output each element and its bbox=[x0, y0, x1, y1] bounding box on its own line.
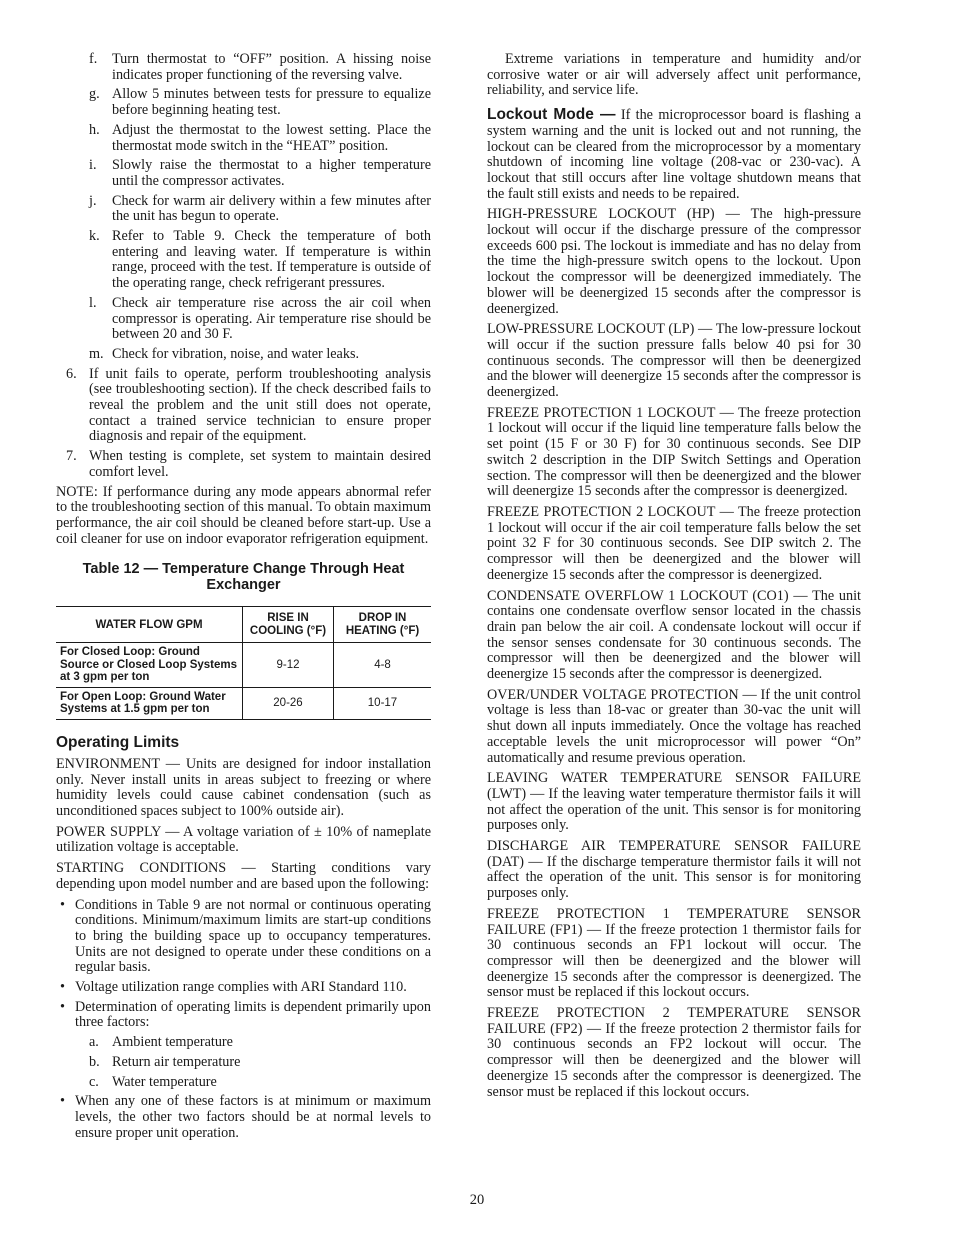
list-item-label: 6. bbox=[66, 365, 77, 382]
lockout-paragraph: FREEZE PROTECTION 1 LOCKOUT — The freeze protection 1 lockout will occur if the liquid line temperature falls below the set point (15 F or 30 F) for 30 continuous seconds. See DIP switch 2 description in the DIP Switch Settings and Operation section. The compressor will then be deenergized and the blower will deenergize 15 seconds after the compressor is deenergized. bbox=[487, 404, 861, 500]
lockout-paragraph: HIGH-PRESSURE LOCKOUT (HP) — The high-pressure lockout will occur if the discharge pressure of the compressor exceeds 600 psi. The lockout is immediate and has no delay from the time the high-pressure switch opens to the lockout. Upon lockout the compressor will be deenergized immediately. The blower will be deenergized 15 seconds after the compressor is deenergized. bbox=[487, 206, 861, 317]
list-item-label: i. bbox=[89, 157, 97, 174]
lockout-mode-paragraph bbox=[487, 107, 861, 202]
list-item-text: Check air temperature rise across the air coil when compressor is operating. Air temperature rise should be between 20 and 30 F. bbox=[112, 294, 431, 343]
table-cell: 4-8 bbox=[334, 643, 432, 688]
list-item bbox=[89, 1075, 431, 1091]
list-item bbox=[89, 87, 431, 118]
lockout-paragraph: OVER/UNDER VOLTAGE PROTECTION — If the unit control voltage is less than 18-vac or greater than 30-vac the unit will shut down all inputs immediately. Once the voltage has reached acceptable levels the unit microprocessor will power “On” automatically and resume previous operation. bbox=[487, 686, 861, 766]
environment-paragraph: ENVIRONMENT — Units are designed for indoor installation only. Never install units in areas subject to freezing or where humidity levels could cause cabinet condensation (such as unconditioned spaces subject to 100% outside air). bbox=[56, 755, 431, 819]
lockout-mode-heading: Lockout Mode — bbox=[487, 106, 616, 124]
list-item bbox=[89, 1055, 431, 1071]
list-item-label: 7. bbox=[66, 448, 77, 465]
lockout-mode-text: If the microprocessor board is flashing a system warning and the unit is locked out and not running, the lockout can be cleared from the microprocessor by a momentary shutdown of incoming line voltage (208-vac or 230-vac). A lockout that still occurs after line voltage shutdown means that the fault still exists and needs to be repaired. bbox=[487, 107, 862, 202]
list-item bbox=[89, 123, 431, 154]
list-item-text: When testing is complete, set system to maintain desired comfort level. bbox=[89, 448, 431, 480]
factors-list bbox=[56, 1035, 431, 1090]
list-item-text: Determination of operating limits is dependent primarily upon three factors: bbox=[75, 998, 431, 1031]
note-paragraph: NOTE: If performance during any mode appears abnormal refer to the troubleshooting section of this manual. To obtain maximum performance, the air coil should be cleaned before start-up. Use a coil cleaner for use on indoor evaporator refrigeration equipment. bbox=[56, 483, 431, 547]
starting-conditions-paragraph: STARTING CONDITIONS — Starting conditions vary depending upon model number and are based upon the following: bbox=[56, 860, 431, 892]
table-header-rise-cooling: RISE IN COOLING (°F) bbox=[243, 607, 334, 643]
list-item-label: c. bbox=[89, 1073, 99, 1090]
list-item-label: h. bbox=[89, 121, 100, 138]
list-item bbox=[89, 194, 431, 225]
lockout-paragraph: LOW-PRESSURE LOCKOUT (LP) — The low-pressure lockout will occur if the suction pressure falls below 40 psi for 30 continuous seconds. The compressor will then be deenergized and the blower will deenergize 15 seconds after the compressor is deenergized. bbox=[487, 321, 861, 401]
operating-limits-bullets bbox=[56, 898, 431, 1032]
table-cell: For Open Loop: Ground Water Systems at 1.5 gpm per ton bbox=[56, 687, 243, 719]
list-item-text: Voltage utilization range complies with ARI Standard 110. bbox=[75, 979, 407, 996]
list-item-label: g. bbox=[89, 86, 100, 103]
list-item-text: Allow 5 minutes between tests for pressure to equalize before beginning heating test. bbox=[112, 86, 431, 119]
list-item-text: Ambient temperature bbox=[112, 1034, 233, 1051]
lockout-paragraph: CONDENSATE OVERFLOW 1 LOCKOUT (CO1) — The unit contains one condensate overflow sensor located in the chassis drain pan below the air coil. A condensate lockout will occur if the sensor senses condensate for 30 continuous seconds. The compressor will then be deenergized and the blower will deenergize 15 seconds after the compressor is deenergized. bbox=[487, 587, 861, 683]
list-item-text: Check for warm air delivery within a few minutes after the unit has begun to operate. bbox=[112, 192, 431, 225]
table-row bbox=[56, 643, 431, 688]
power-supply-paragraph: POWER SUPPLY — A voltage variation of ± 10% of nameplate utilization voltage is acceptable. bbox=[56, 823, 431, 856]
table-header-drop-heating: DROP IN HEATING (°F) bbox=[334, 607, 432, 643]
list-item-label: b. bbox=[89, 1053, 100, 1070]
list-item-text: When any one of these factors is at minimum or maximum levels, the other two factors should be at normal levels to ensure proper unit operation. bbox=[75, 1093, 431, 1141]
numbered-steps-list bbox=[56, 367, 431, 481]
lockout-paragraph: DISCHARGE AIR TEMPERATURE SENSOR FAILURE (DAT) — If the discharge temperature thermistor fails it will not affect the operation of the unit. This sensor is for monitoring purposes only. bbox=[487, 838, 861, 902]
list-item bbox=[89, 229, 431, 292]
list-item bbox=[66, 367, 431, 446]
operating-limits-heading: Operating Limits bbox=[56, 733, 180, 751]
table-row bbox=[56, 687, 431, 719]
list-item bbox=[89, 1035, 431, 1051]
table-cell: For Closed Loop: Ground Source or Closed Loop Systems at 3 gpm per ton bbox=[56, 643, 243, 688]
temperature-change-table bbox=[56, 606, 431, 720]
table-title: Table 12 — Temperature Change Through Heat Exchanger bbox=[82, 561, 405, 594]
page-number: 20 bbox=[469, 1192, 485, 1208]
list-item bbox=[89, 347, 431, 363]
table-cell: 10-17 bbox=[334, 687, 432, 719]
test-steps-list bbox=[56, 52, 431, 363]
list-item bbox=[66, 449, 431, 480]
list-item bbox=[60, 898, 431, 977]
list-item-text: Return air temperature bbox=[112, 1053, 241, 1070]
list-item bbox=[89, 296, 431, 343]
lockout-paragraph: FREEZE PROTECTION 1 TEMPERATURE SENSOR FAILURE (FP1) — If the freeze protection 1 thermistor fails for 30 continuous seconds an FP1 lockout will occur. The compressor will then be deenergized and the blower will deenergize 15 seconds after the compressor is deenergized. The sensor must be replaced if this lockout occurs. bbox=[487, 905, 861, 1001]
lockout-paragraph: LEAVING WATER TEMPERATURE SENSOR FAILURE (LWT) — If the leaving water temperature thermistor fails it will not affect the operation of the unit. This sensor is for monitoring purposes only. bbox=[487, 770, 861, 834]
list-item-text: Adjust the thermostat to the lowest setting. Place the thermostat mode switch in the “HEAT” position. bbox=[112, 121, 431, 154]
left-column bbox=[56, 52, 431, 1145]
list-item-label: f. bbox=[89, 51, 98, 67]
lockout-paragraph: FREEZE PROTECTION 2 TEMPERATURE SENSOR FAILURE (FP2) — If the freeze protection 2 thermistor fails for 30 continuous seconds an FP2 lockout will occur. The compressor will then be deenergized and the blower will deenergize 15 seconds after the compressor is deenergized. The sensor must be replaced if this lockout occurs. bbox=[487, 1005, 861, 1100]
list-item-text: Check for vibration, noise, and water leaks. bbox=[112, 345, 360, 362]
list-item-text: Refer to Table 9. Check the temperature of both entering and leaving water. If temperature is within range, proceed with the test. If temperature is outside of the operating range, check refrigerant pressures. bbox=[112, 228, 431, 292]
list-item-text: Conditions in Table 9 are not normal or continuous operating conditions. Minimum/maximum limits are start-up conditions to bring the building space up to occupancy temperatures. Units are not designed to operate under these conditions on a regular basis. bbox=[75, 896, 431, 976]
bullet-mark: • bbox=[60, 998, 65, 1015]
list-item-text: If unit fails to operate, perform troubleshooting analysis (see troubleshooting section). If the check described fails to reveal the problem and the unit still does not operate, contact a trained service technician to ensure proper diagnosis and repair of the equipment. bbox=[89, 365, 431, 445]
list-item-label: a. bbox=[89, 1034, 99, 1051]
list-item bbox=[89, 52, 431, 83]
bullet-mark: • bbox=[60, 979, 65, 996]
list-item-text: Slowly raise the thermostat to a higher temperature until the compressor activates. bbox=[112, 157, 431, 189]
list-item-label: l. bbox=[89, 294, 97, 311]
bullet-mark: • bbox=[60, 896, 65, 913]
lockout-paragraph: FREEZE PROTECTION 2 LOCKOUT — The freeze protection 1 lockout will occur if the air coil temperature falls below the set point 32 F for 30 continuous seconds. See DIP switch 2. The compressor will then be deenergized and the blower will deenergize 15 seconds after the compressor is deenergized. bbox=[487, 503, 861, 583]
list-item-label: k. bbox=[89, 228, 100, 245]
list-item bbox=[60, 1094, 431, 1141]
list-item-label: m. bbox=[89, 345, 104, 362]
lockout-descriptions bbox=[487, 207, 861, 1100]
intro-paragraph: Extreme variations in temperature and humidity and/or corrosive water or air will adversely affect unit performance, reliability, and service life. bbox=[487, 51, 861, 99]
list-item-label: j. bbox=[89, 192, 97, 209]
list-item bbox=[60, 980, 431, 996]
table-cell: 9-12 bbox=[243, 643, 334, 688]
list-item-text: Water temperature bbox=[112, 1073, 217, 1090]
list-item bbox=[60, 1000, 431, 1031]
right-column bbox=[487, 52, 861, 1105]
list-item bbox=[89, 158, 431, 189]
table-header-water-flow: WATER FLOW GPM bbox=[56, 607, 243, 643]
bullet-mark: • bbox=[60, 1093, 65, 1110]
list-item-text: Turn thermostat to “OFF” position. A hissing noise indicates proper functioning of the reversing valve. bbox=[112, 51, 431, 83]
table-cell: 20-26 bbox=[243, 687, 334, 719]
